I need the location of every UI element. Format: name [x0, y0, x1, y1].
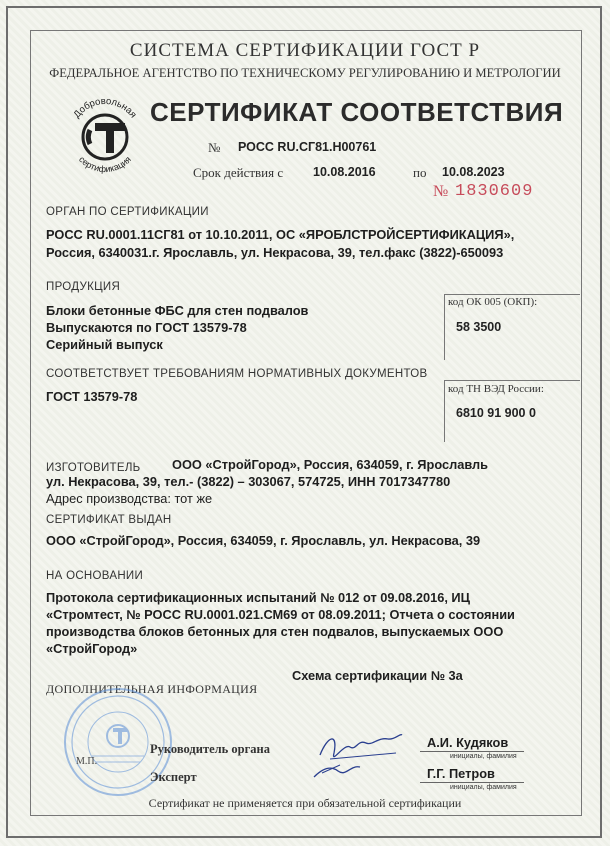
cert-number: РОСС RU.СГ81.Н00761 — [238, 140, 377, 154]
footer-note: Сертификат не применяется при обязательной сертификации — [148, 796, 462, 810]
certificate-title: СЕРТИФИКАТ СООТВЕТСТВИЯ — [150, 97, 564, 127]
svg-text:Добровольная — [71, 96, 138, 120]
tnved-code: 6810 91 900 0 — [456, 406, 536, 420]
logo-bottom-text: сертификация — [76, 154, 134, 175]
head-name-line — [420, 751, 524, 752]
organ-line-2: Россия, 6340031.г. Ярославль, ул. Некрасова, 39, тел.факс (3822)-650093 — [46, 245, 504, 260]
gost-logo — [62, 94, 148, 180]
cert-number-label: № — [208, 140, 221, 155]
mp-label: М.П. — [76, 756, 98, 767]
issued-line-1: ООО «СтройГород», Россия, 634059, г. Ярославль, ул. Некрасова, 39 — [46, 533, 481, 548]
basis-line-3: производства блоков бетонных для стен подвалов, выпускаемых ООО — [46, 624, 504, 639]
product-line-1: Блоки бетонные ФБС для стен подвалов — [46, 303, 309, 318]
scheme-text: Схема сертификации № 3а — [292, 668, 463, 683]
basis-line-1: Протокола сертификационных испытаний № 012 от 09.08.2016, ИЦ — [46, 590, 470, 605]
gost-logo-icon — [62, 94, 148, 180]
tnved-code-label: код ТН ВЭД России: — [448, 383, 544, 395]
signature-icon — [300, 725, 410, 785]
serial-number: 1830609 — [455, 182, 534, 201]
product-heading: ПРОДУКЦИЯ — [46, 281, 121, 293]
expert-name: Г.Г. Петров — [427, 766, 495, 781]
signatures-ink — [300, 725, 410, 785]
requirements-heading: СООТВЕТСТВУЕТ ТРЕБОВАНИЯМ НОРМАТИВНЫХ ДОКУМЕНТОВ — [46, 368, 428, 380]
valid-from: 10.08.2016 — [313, 165, 376, 179]
manufacturer-line-1: ООО «СтройГород», Россия, 634059, г. Ярославль — [172, 457, 489, 472]
validity-label: Срок действия с — [193, 165, 284, 180]
expert-label: Эксперт — [150, 770, 197, 784]
okp-code-label: код ОК 005 (ОКП): — [448, 296, 538, 308]
okp-code: 58 3500 — [456, 320, 502, 334]
logo-top-text: Добровольная — [71, 95, 139, 121]
head-name-caption: инициалы, фамилия — [450, 753, 517, 760]
valid-to: 10.08.2023 — [442, 165, 505, 179]
additional-heading: ДОПОЛНИТЕЛЬНАЯ ИНФОРМАЦИЯ — [46, 682, 258, 696]
product-line-3: Серийный выпуск — [46, 337, 163, 352]
organ-heading: ОРГАН ПО СЕРТИФИКАЦИИ — [46, 206, 209, 218]
manufacturer-line-2: ул. Некрасова, 39, тел.- (3822) – 303067, 574725, ИНН 7017347780 — [46, 474, 451, 489]
valid-to-label: по — [413, 165, 427, 180]
expert-name-line — [420, 782, 524, 783]
product-line-2: Выпускаются по ГОСТ 13579-78 — [46, 320, 247, 335]
expert-name-caption: инициалы, фамилия — [450, 784, 517, 791]
issued-heading: СЕРТИФИКАТ ВЫДАН — [46, 514, 172, 526]
system-header: СИСТЕМА СЕРТИФИКАЦИИ ГОСТ Р — [129, 40, 481, 61]
basis-heading: НА ОСНОВАНИИ — [46, 570, 144, 582]
basis-line-2: «Стромтест, № РОСС RU.0001.021.СМ69 от 08.09.2011; Отчета о состоянии — [46, 607, 515, 622]
requirements-doc: ГОСТ 13579-78 — [46, 389, 138, 404]
manufacturer-heading: ИЗГОТОВИТЕЛЬ — [46, 462, 141, 474]
head-name: А.И. Кудяков — [427, 735, 509, 750]
agency-header: ФЕДЕРАЛЬНОЕ АГЕНТСТВО ПО ТЕХНИЧЕСКОМУ РЕГУЛИРОВАНИЮ И МЕТРОЛОГИИ — [49, 66, 561, 80]
head-label: Руководитель органа — [150, 742, 270, 756]
basis-line-4: «СтройГород» — [46, 641, 138, 656]
organ-line-1: РОСС RU.0001.11СГ81 от 10.10.2011, ОС «ЯРОБЛСТРОЙСЕРТИФИКАЦИЯ», — [46, 227, 515, 242]
svg-text:сертификация — [77, 154, 133, 174]
serial-label: № — [433, 183, 449, 200]
manufacturer-line-3: Адрес производства: тот же — [46, 491, 213, 506]
